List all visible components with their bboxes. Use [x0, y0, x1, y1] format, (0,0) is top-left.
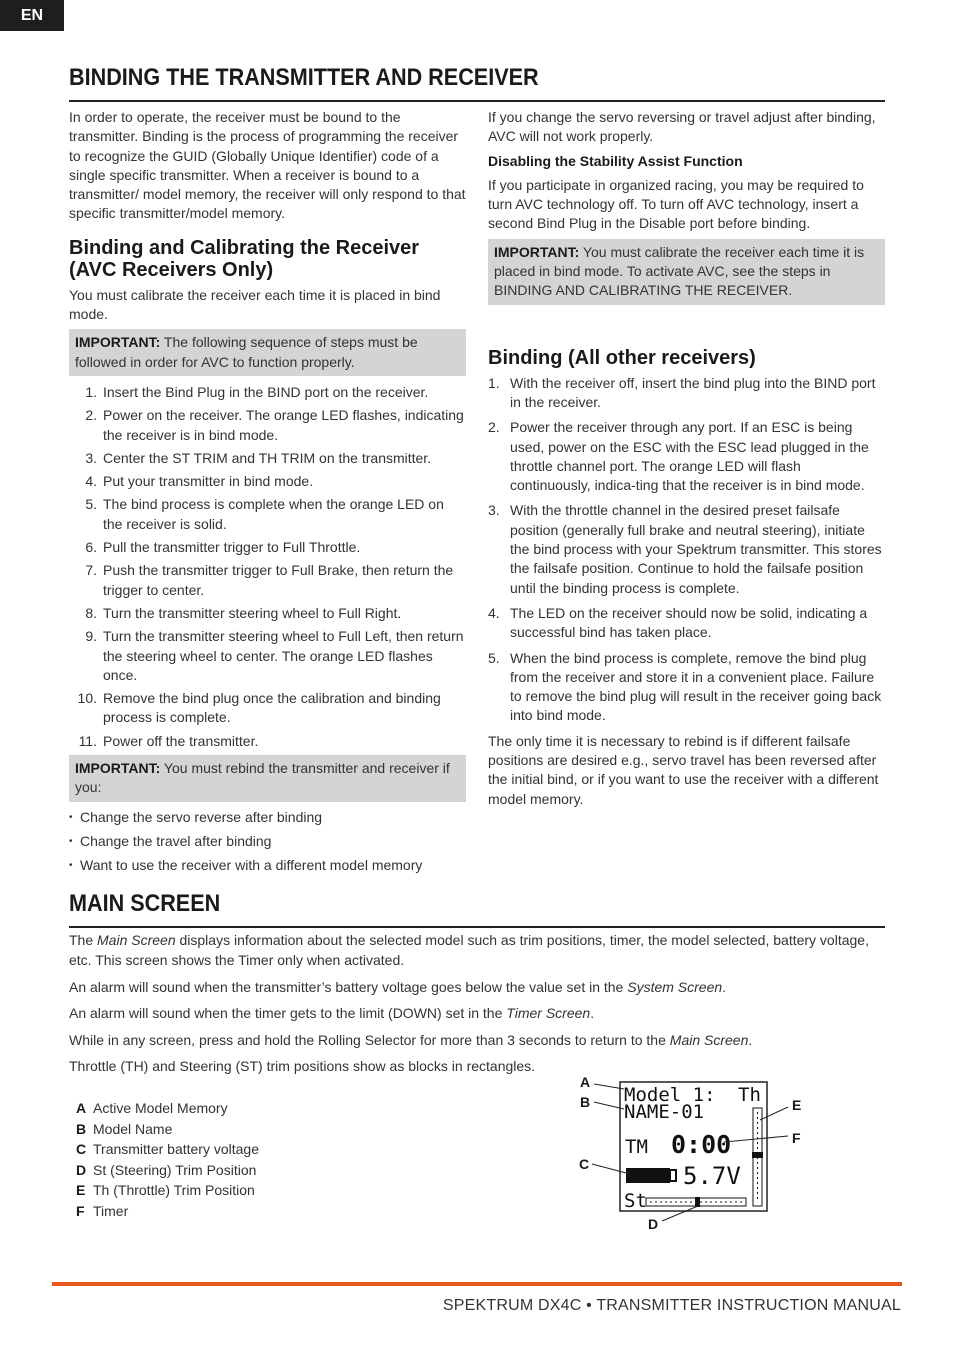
bullet-dot: • — [69, 835, 73, 847]
legend-key: C — [76, 1141, 87, 1157]
language-tab: EN — [0, 0, 64, 31]
main-screen-diagram — [570, 1070, 810, 1240]
legend-key: F — [76, 1202, 85, 1219]
list-item — [69, 449, 466, 468]
callout-label-b: B — [580, 1094, 591, 1110]
list-item — [488, 374, 885, 413]
calibrate-important-note — [488, 239, 885, 305]
lcd-th-text: Th — [738, 1084, 761, 1106]
rebind-note-label: IMPORTANT: — [75, 760, 161, 777]
lcd-name-text: NAME-01 — [624, 1101, 705, 1123]
step-number: 7. — [85, 562, 97, 579]
main-screen-text — [69, 930, 885, 1083]
step-text: When the bind process is complete, remove the bind plug from the receiver and store it in a convenient place. Failure to remove the bind plug will result in the receiver going back into bind mode. — [510, 649, 882, 724]
battery-tip — [670, 1170, 676, 1181]
step-number: 1. — [488, 374, 500, 391]
step-text: Insert the Bind Plug in the BIND port on the receiver. — [103, 383, 429, 400]
step-number: 5. — [85, 496, 97, 513]
legend-text: Timer — [93, 1202, 129, 1219]
main-screen-rule — [69, 926, 885, 928]
step-number: 3. — [85, 449, 97, 466]
binding-left-column — [69, 108, 466, 881]
list-item — [69, 406, 466, 445]
callout-label-e: E — [792, 1097, 802, 1113]
list-item — [69, 808, 466, 827]
step-number: 6. — [85, 539, 97, 556]
lcd-voltage-text: 5.7V — [683, 1162, 741, 1190]
list-item — [69, 689, 466, 728]
legend-key: D — [76, 1161, 87, 1178]
step-text: Remove the bind plug once the calibration and binding process is complete. — [103, 690, 441, 726]
step-text: The bind process is complete when the orange LED on the receiver is solid. — [103, 496, 444, 532]
step-number: 5. — [488, 649, 500, 666]
binding-intro: In order to operate, the receiver must be bound to the transmitter. Binding is the process of programming the receiver to recognize the GUID (Globally Unique Identifier) code of a single specific transmitter. When a receiver is bound to a transmitter/ model memory, the receiver will only respond to that specific transmitter/model memory. — [69, 109, 466, 222]
callout-label-a: A — [580, 1074, 591, 1090]
steering-trim-marker — [695, 1197, 700, 1207]
step-text: Turn the transmitter steering wheel to Full Right. — [103, 604, 402, 621]
list-item — [69, 732, 466, 751]
throttle-trim-marker — [752, 1152, 763, 1158]
legend-text: Transmitter battery voltage — [93, 1141, 259, 1157]
step-number: 8. — [85, 604, 97, 621]
main-screen-legend — [76, 1098, 259, 1221]
bullet-text: Want to use the receiver with a different model memory — [80, 857, 423, 874]
step-text: The LED on the receiver should now be solid, indicating a successful bind has taken place. — [510, 604, 868, 641]
step-text: With the receiver off, insert the bind plug into the BIND port in the receiver. — [510, 374, 876, 410]
step-text: Put your transmitter in bind mode. — [103, 473, 314, 490]
step-text: Center the ST TRIM and TH TRIM on the transmitter. — [103, 449, 432, 466]
main-screen-p1: The Main Screen displays information about the selected model such as trim positions, timer, the model selected, battery voltage, etc. This screen shows the Timer only when activated. — [69, 932, 869, 968]
list-item — [69, 495, 466, 534]
legend-row — [76, 1119, 259, 1140]
avc-steps-list — [69, 383, 466, 751]
list-item — [488, 418, 885, 495]
lcd-st-text: St — [624, 1190, 647, 1212]
list-item — [488, 649, 885, 726]
calibrate-note-label: IMPORTANT: — [494, 243, 580, 260]
legend-key: B — [76, 1120, 87, 1137]
avc-note-text: The following sequence of steps must be followed in order for AVC to function properly. — [75, 334, 418, 370]
rebind-closing-text: The only time it is necessary to rebind is if different failsafe positions are desired e.g., servo travel has been reversed after the initial bind, or if you want to use the receiver with a different model memory. — [488, 732, 879, 807]
lcd-tm-text: TM — [625, 1136, 648, 1158]
servo-note: If you change the servo reversing or travel adjust after binding, AVC will not work properly. — [488, 109, 876, 145]
bullet-dot: • — [69, 811, 73, 823]
rebind-note-text: You must rebind the transmitter and receiver if you: — [75, 760, 450, 796]
legend-key: E — [76, 1182, 86, 1198]
callout-label-d: D — [648, 1216, 659, 1232]
legend-row — [76, 1180, 259, 1201]
callout-label-f: F — [792, 1130, 801, 1146]
list-item — [69, 561, 466, 600]
disable-text: If you participate in organized racing, you may be required to turn AVC technology off. To turn off AVC technology, insert a second Bind Plug in the Disable port before binding. — [488, 176, 864, 232]
list-item — [69, 856, 466, 875]
main-screen-p2: An alarm will sound when the transmitter’s battery voltage goes below the value set in the System Screen. — [69, 978, 727, 995]
step-number: 2. — [85, 407, 97, 424]
rebind-bullet-list — [69, 808, 466, 876]
step-number: 2. — [488, 419, 500, 436]
legend-text: Model Name — [93, 1120, 173, 1137]
step-number: 10. — [77, 690, 97, 707]
bullet-text: Change the servo reverse after binding — [80, 808, 323, 825]
binding-title-rule — [69, 100, 885, 102]
calibrate-note-text: You must calibrate the receiver each time it is placed in bind mode. To activate AVC, see the steps in BINDING AND CALIBRATING THE RECEIVER. — [494, 243, 865, 299]
step-text: Push the transmitter trigger to Full Brake, then return the trigger to center. — [103, 562, 454, 598]
battery-icon — [626, 1168, 670, 1183]
callout-label-c: C — [579, 1156, 590, 1172]
lcd-timer-text: 0:00 — [671, 1130, 732, 1159]
legend-key: A — [76, 1100, 87, 1116]
list-item — [69, 604, 466, 623]
avc-text: You must calibrate the receiver each time it is placed in bind mode. — [69, 286, 441, 323]
legend-text: Th (Throttle) Trim Position — [93, 1182, 255, 1198]
legend-row — [76, 1160, 259, 1181]
step-text: With the throttle channel in the desired preset failsafe position (generally full brake and neutral steering), initiate the bind process with your Spektrum transmitter. This stores the failsafe position. Continue to hold the failsafe position until the binding process is complete. — [510, 502, 882, 596]
binding-section-title: BINDING THE TRANSMITTER AND RECEIVER — [69, 64, 539, 91]
list-item — [69, 832, 466, 851]
legend-row — [76, 1201, 259, 1222]
step-text: Pull the transmitter trigger to Full Throttle. — [103, 539, 361, 556]
list-item — [69, 627, 466, 685]
binding-right-column — [488, 108, 885, 814]
step-number: 4. — [85, 473, 97, 490]
step-number: 9. — [85, 628, 97, 645]
main-screen-p5: Throttle (TH) and Steering (ST) trim positions show as blocks in rectangles. — [69, 1058, 536, 1074]
legend-row — [76, 1139, 259, 1160]
other-steps-list — [488, 374, 885, 726]
legend-text: Active Model Memory — [93, 1100, 228, 1116]
bullet-text: Change the travel after binding — [80, 832, 272, 849]
list-item — [69, 472, 466, 491]
avc-heading: Binding and Calibrating the Receiver (AVC Receivers Only) — [69, 236, 420, 281]
main-screen-p4: While in any screen, press and hold the Rolling Selector for more than 3 seconds to return to the Main Screen. — [69, 1031, 753, 1048]
step-number: 11. — [78, 732, 97, 749]
bullet-dot: • — [69, 860, 73, 872]
list-item — [69, 538, 466, 557]
step-text: Turn the transmitter steering wheel to Full Left, then return the steering wheel to center. The orange LED flashes once. — [103, 628, 464, 683]
step-number: 1. — [85, 383, 97, 400]
list-item — [69, 383, 466, 402]
other-receivers-heading: Binding (All other receivers) — [488, 346, 756, 369]
legend-text: St (Steering) Trim Position — [93, 1161, 257, 1178]
legend-row — [76, 1098, 259, 1119]
list-item — [488, 501, 885, 597]
main-screen-p3: An alarm will sound when the timer gets to the limit (DOWN) set in the Timer Screen. — [69, 1005, 595, 1021]
step-text: Power off the transmitter. — [103, 732, 259, 749]
lcd-model-text: Model 1: — [624, 1084, 716, 1106]
avc-note-label: IMPORTANT: — [75, 334, 161, 351]
step-text: Power on the receiver. The orange LED flashes, indicating the receiver is in bind mode. — [103, 407, 464, 443]
main-screen-title: MAIN SCREEN — [69, 890, 221, 917]
avc-important-note — [69, 329, 466, 376]
step-text: Power the receiver through any port. If an ESC is being used, power on the ESC with the ESC lead plugged in the throttle channel port. The orange LED will flash continuously, indica-ting that the receiver is in bind mode. — [510, 419, 869, 494]
disable-heading: Disabling the Stability Assist Function — [488, 152, 743, 169]
step-number: 3. — [488, 502, 500, 519]
footer-title: SPEKTRUM DX4C • TRANSMITTER INSTRUCTION MANUAL — [442, 1297, 901, 1314]
rebind-important-note — [69, 755, 466, 802]
footer-accent-rule — [52, 1282, 902, 1286]
list-item — [488, 604, 885, 643]
step-number: 4. — [488, 604, 500, 621]
